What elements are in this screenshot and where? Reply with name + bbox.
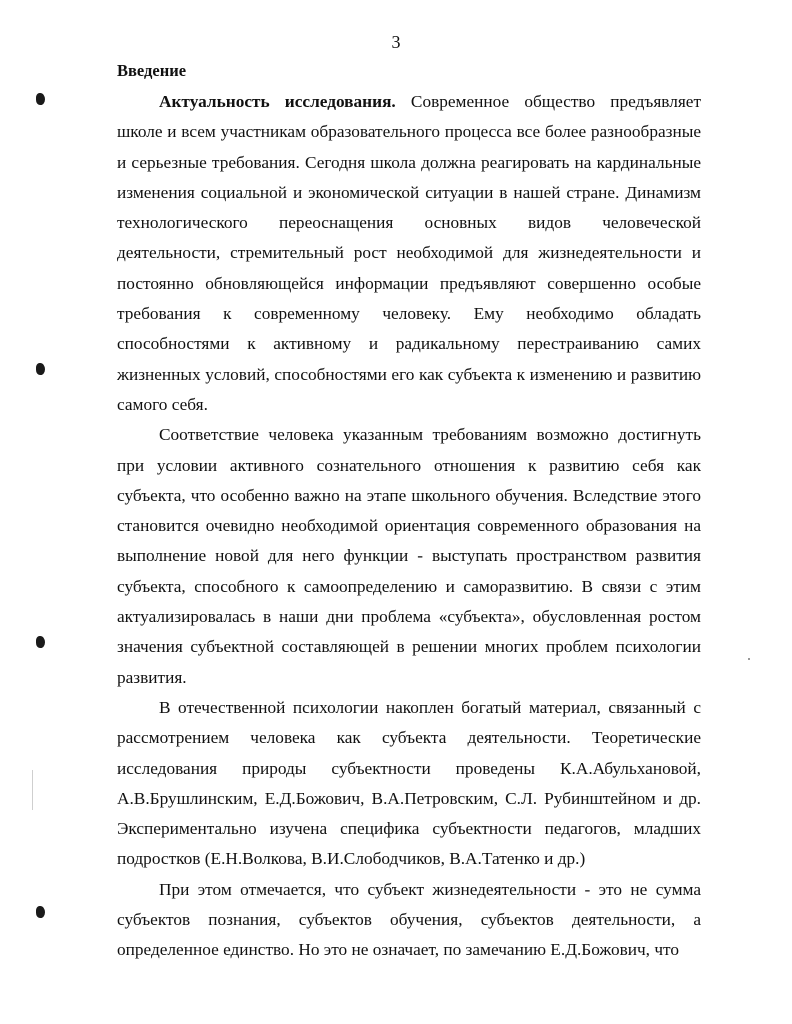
section-heading: Введение — [117, 61, 187, 80]
paragraph-research: В отечественной психологии накоплен богатый материал, связанный с рассмотрением человека как субъекта деятельности. Теоретические исследования природы субъектности проведены К.А.Абульхановой, А.В.Брушлинским, Е.Д.Божович, В.А.Петровским, С.Л. Рубинштейном и др. Экспериментально изучена специфика субъектности педагогов, младших подростков (Е.Н.Волкова, В.И.Слободчиков, В.А.Татенко и др.) — [117, 697, 701, 869]
paragraph-subject: При этом отмечается, что субъект жизнедеятельности - это не сумма субъектов познания, субъектов обучения, субъектов деятельности, а определенное единство. Но это не означает, по замечанию Е.Д.Божович, что — [117, 879, 701, 960]
scan-speck — [32, 770, 33, 810]
punch-hole-mark — [36, 906, 45, 918]
paragraph-lead: Актуальность исследования. — [159, 92, 396, 111]
paragraph-requirements: Соответствие человека указанным требованиям возможно достигнуть при условии активного сознательного отношения к развитию себя как субъекта, что особенно важно на этапе школьного обучения. Вследствие этого становится очевидно необходимой ориентация современного образования на выполнение новой для него функции - выступать пространством развития субъекта, способного к самоопределению и саморазвитию. В связи с этим актуализировалась в наши дни проблема «субъекта», обусловленная ростом значения субъектной составляющей в решении многих проблем психологии развития. — [117, 425, 701, 687]
paragraph-relevance — [117, 87, 701, 420]
body-text — [117, 87, 701, 966]
punch-hole-mark — [36, 636, 45, 648]
scan-speck — [748, 658, 750, 660]
paragraph-text: Современное общество предъявляет школе и всем участникам образовательного процесса все более разнообразные и серьезные требования. Сегодня школа должна реагировать на кардинальные изменения социальной и экономической ситуации в нашей стране. Динамизм технологического переоснащения основных видов человеческой деятельности, стремительный рост необходимой для жизнедеятельности и постоянно обновляющейся информации предъявляют совершенно особые требования к современному человеку. Ему необходимо обладать способностями к активному и радикальному перестраиванию самих жизненных условий, способностями его как субъекта к изменению и развитию самого себя. — [117, 92, 701, 414]
page-number: 3 — [391, 32, 401, 52]
punch-hole-mark — [36, 363, 45, 375]
punch-hole-mark — [36, 93, 45, 105]
